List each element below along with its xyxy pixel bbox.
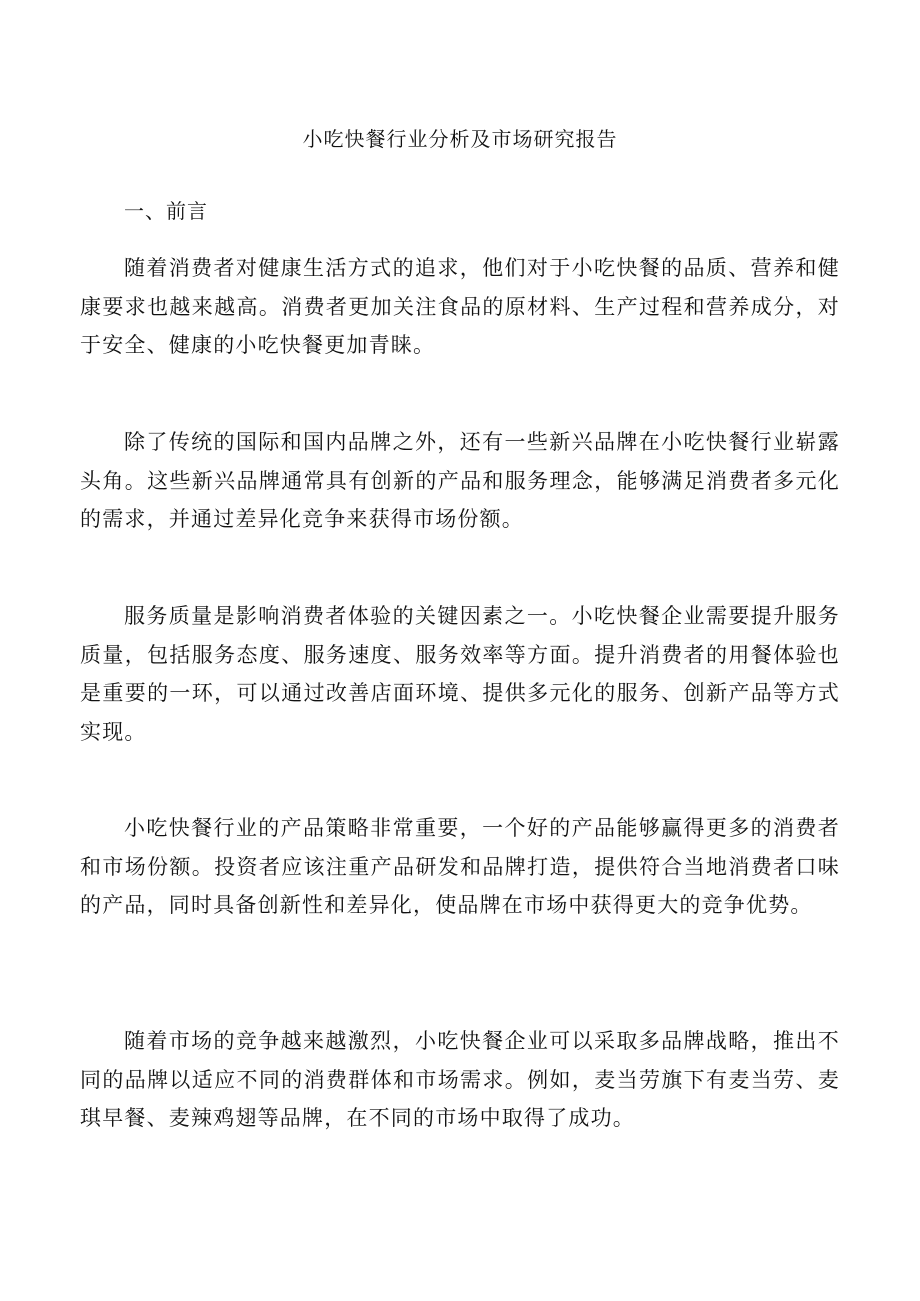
paragraph-multi-brand: 随着市场的竞争越来越激烈，小吃快餐企业可以采取多品牌战略，推出不同的品牌以适应不同的消费群体和市场需求。例如，麦当劳旗下有麦当劳、麦琪早餐、麦辣鸡翅等品牌，在不同的市场中取得了成功。 bbox=[80, 1029, 840, 1130]
paragraph-health-demand: 随着消费者对健康生活方式的追求，他们对于小吃快餐的品质、营养和健康要求也越来越高。消费者更加关注食品的原材料、生产过程和营养成分，对于安全、健康的小吃快餐更加青睐。 bbox=[80, 256, 840, 357]
section-heading-preface: 一、前言 bbox=[124, 199, 208, 223]
paragraph-product-strategy: 小吃快餐行业的产品策略非常重要，一个好的产品能够赢得更多的消费者和市场份额。投资者应该注重产品研发和品牌打造，提供符合当地消费者口味的产品，同时具备创新性和差异化，使品牌在市场中获得更大的竞争优势。 bbox=[80, 816, 840, 917]
paragraph-service-quality: 服务质量是影响消费者体验的关键因素之一。小吃快餐企业需要提升服务质量，包括服务态度、服务速度、服务效率等方面。提升消费者的用餐体验也是重要的一环，可以通过改善店面环境、提供多元化的服务、创新产品等方式实现。 bbox=[80, 604, 840, 744]
paragraph-new-brands: 除了传统的国际和国内品牌之外，还有一些新兴品牌在小吃快餐行业崭露头角。这些新兴品牌通常具有创新的产品和服务理念，能够满足消费者多元化的需求，并通过差异化竞争来获得市场份额。 bbox=[80, 430, 840, 531]
document-title: 小吃快餐行业分析及市场研究报告 bbox=[302, 127, 618, 151]
